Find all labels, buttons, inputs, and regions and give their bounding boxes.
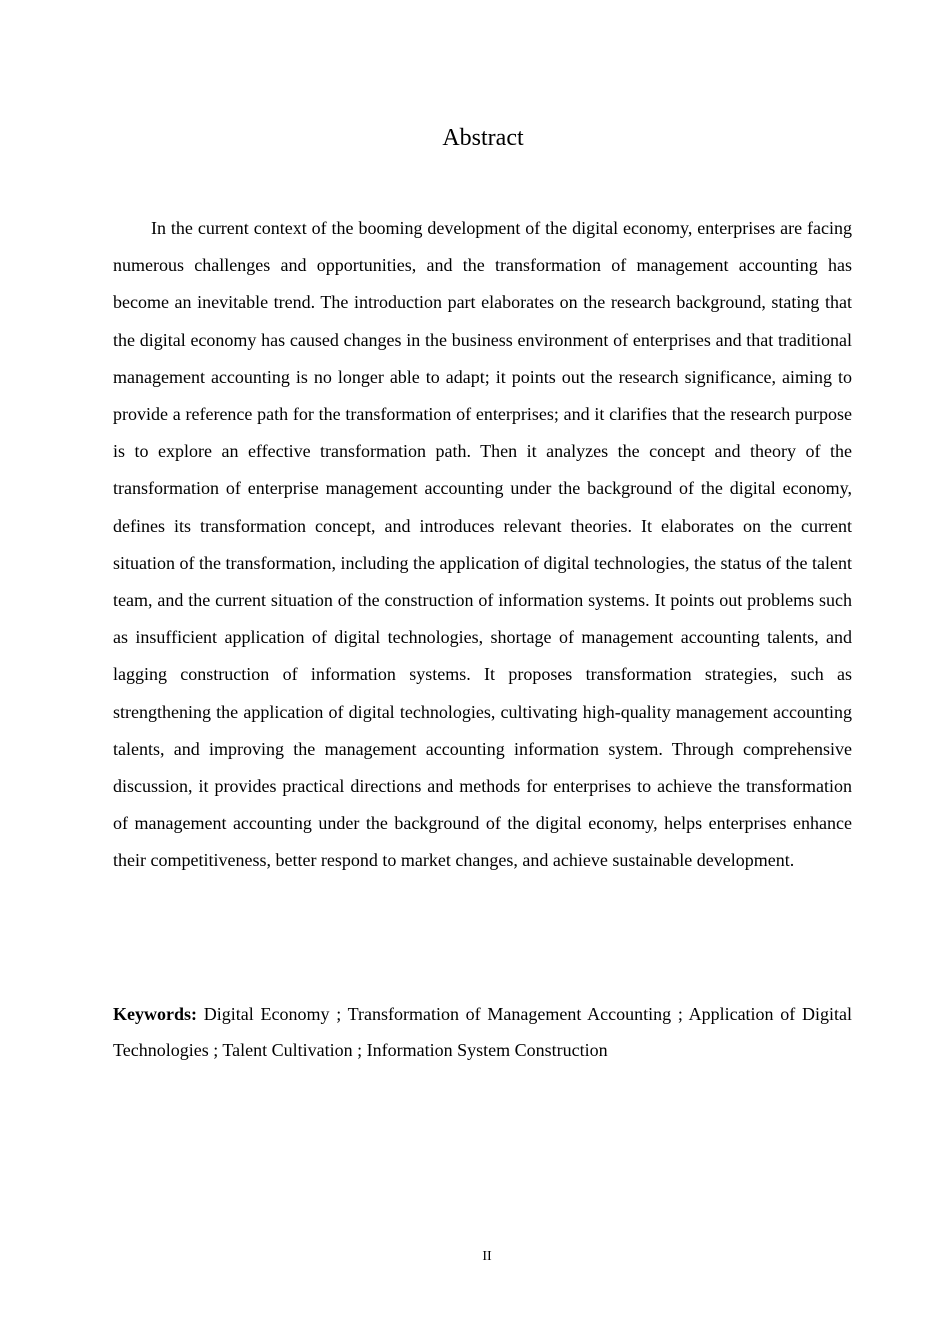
abstract-paragraph: In the current context of the booming development of the digital economy, enterprises are facing numerous challenges and opportunities, and the transformation of management accounting has become an inevitable trend. The introduction part elaborates on the research background, stating that the digital economy has caused changes in the business environment of enterprises and that traditional management accounting is no longer able to adapt; it points out the research significance, aiming to provide a reference path for the transformation of enterprises; and it clarifies that the research purpose is to explore an effective transformation path. Then it analyzes the concept and theory of the transformation of enterprise management accounting under the background of the digital economy, defines its transformation concept, and introduces relevant theories. It elaborates on the current situation of the transformation, including the application of digital technologies, the status of the talent team, and the current situation of the construction of information systems. It points out problems such as insufficient application of digital technologies, shortage of management accounting talents, and lagging construction of information systems. It proposes transformation strategies, such as strengthening the application of digital technologies, cultivating high-quality management accounting talents, and improving the management accounting information system. Through comprehensive discussion, it provides practical directions and methods for enterprises to achieve the transformation of management accounting under the background of the digital economy, helps enterprises enhance their competitiveness, better respond to market changes, and achieve sustainable development. [113, 218, 852, 871]
page-number: II [482, 1249, 492, 1264]
keywords-label: Keywords: [113, 1004, 197, 1024]
page-title: Abstract [442, 125, 524, 151]
keywords-section [113, 996, 852, 1068]
keywords-list: Digital Economy ; Transformation of Management Accounting ; Application of Digital Technologies ; Talent Cultivation ; Information System Construction [113, 1004, 853, 1060]
